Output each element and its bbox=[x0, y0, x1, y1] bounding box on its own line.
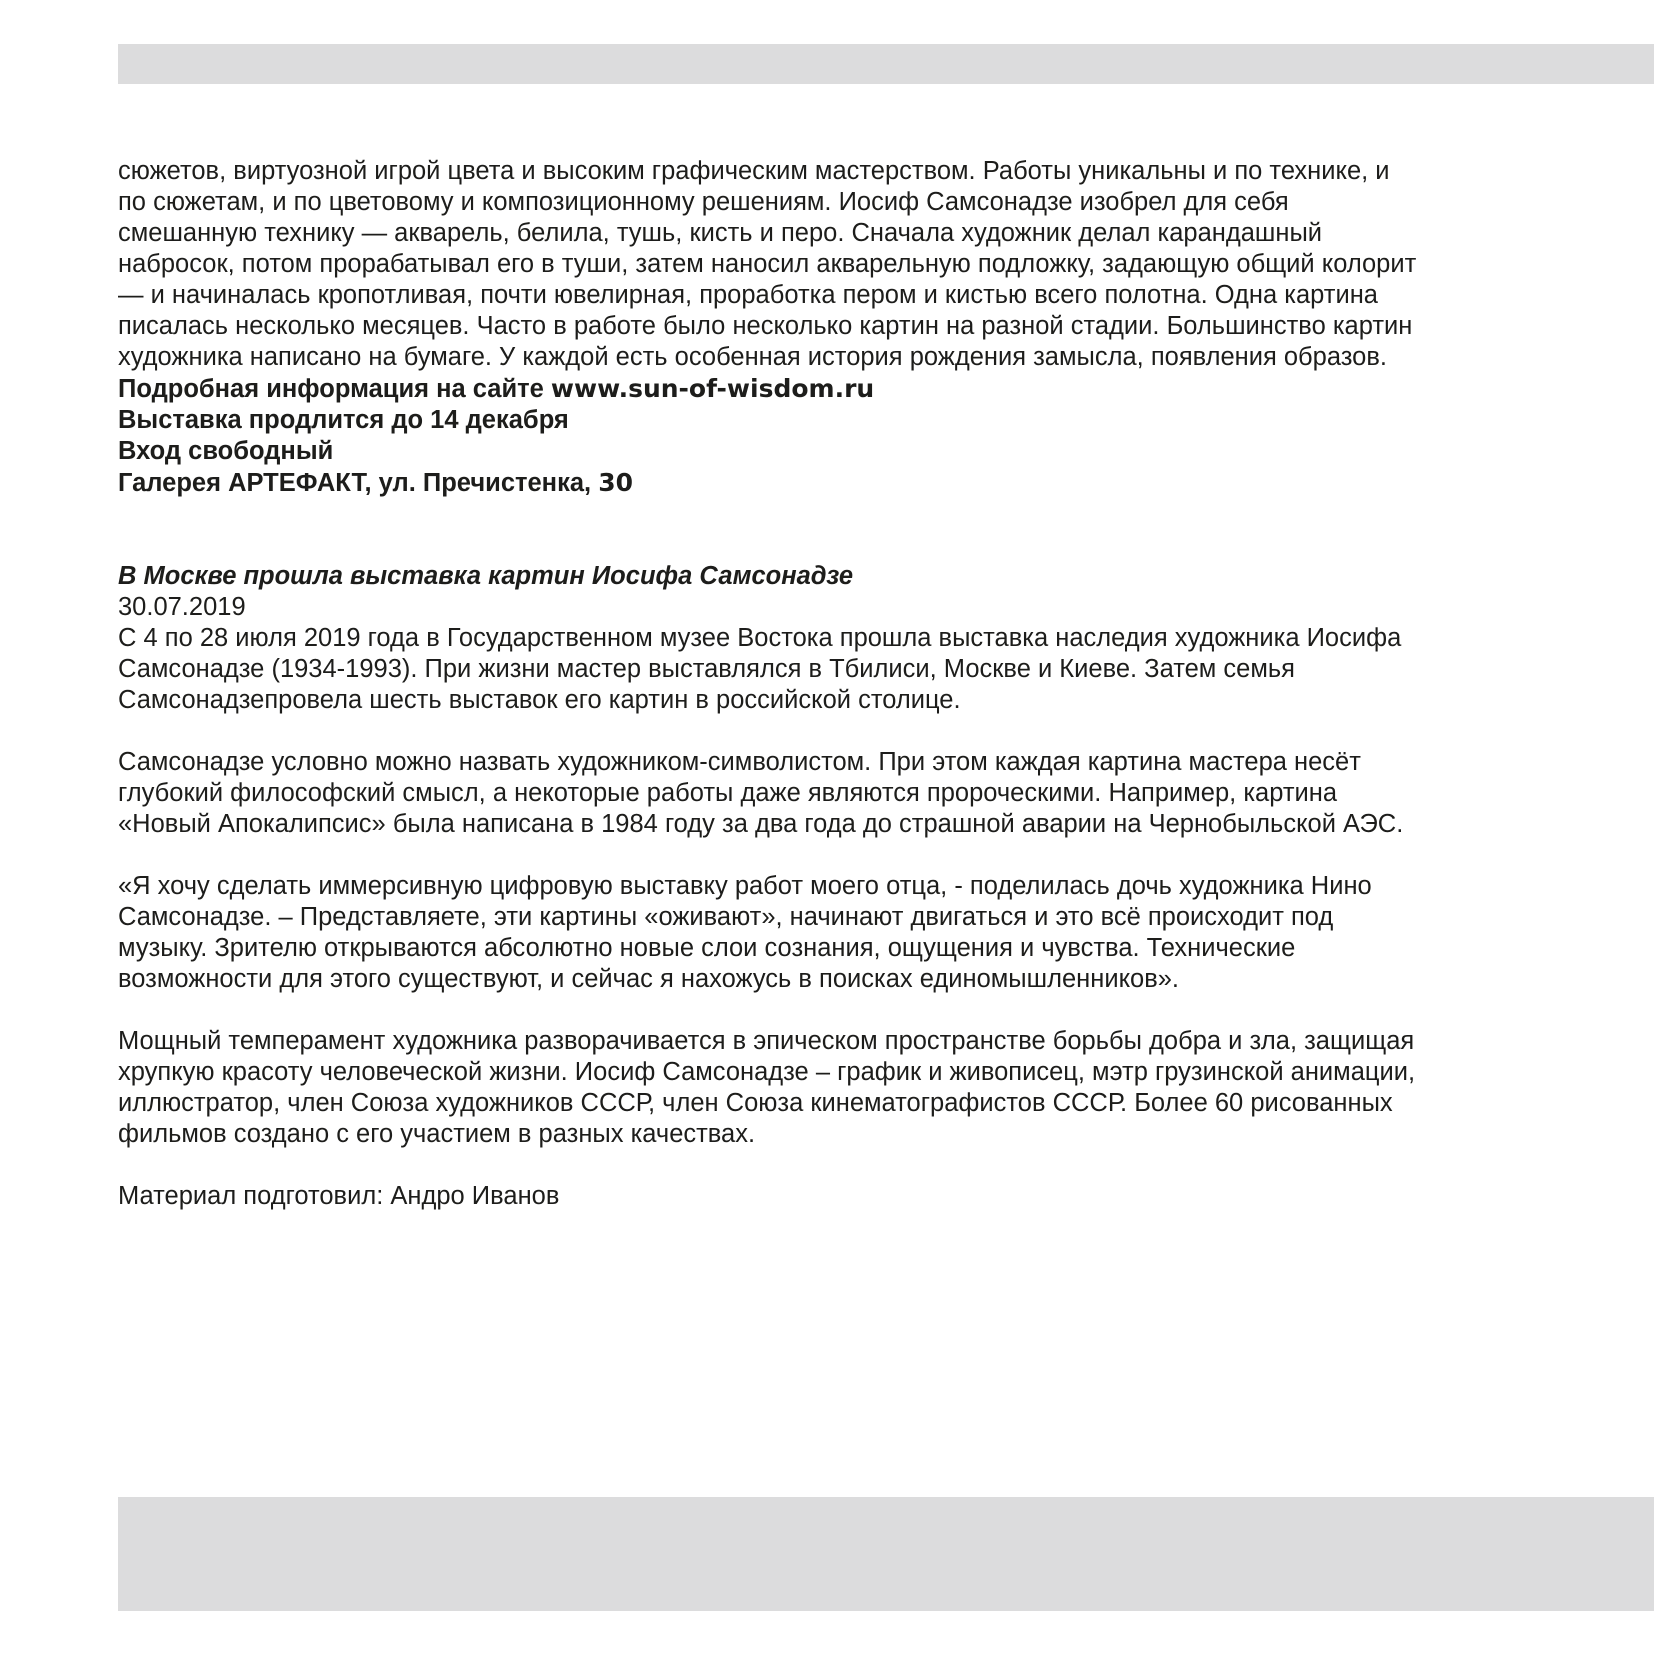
website-link[interactable]: www.sun-of-wisdom.ru bbox=[550, 374, 875, 403]
exhibition-dates: Выставка продлится до 14 декабря bbox=[118, 406, 569, 434]
body-line: по сюжетам, и по цветовому и композиционному решениям. Иосиф Самсонадзе изобрел для себя bbox=[118, 188, 1289, 216]
article bbox=[118, 561, 1628, 1212]
body-line: сюжетов, виртуозной игрой цвета и высоким графическим мастерством. Работы уникальны и по технике, и bbox=[118, 157, 1390, 185]
paragraph bbox=[118, 623, 1628, 716]
paragraph bbox=[118, 747, 1628, 840]
page-content bbox=[118, 156, 1628, 1212]
body-line: Самсонадзе условно можно назвать художником-символистом. При этом каждая картина мастера несёт bbox=[118, 748, 1361, 776]
paragraph bbox=[118, 1026, 1628, 1150]
address-number: 30 bbox=[598, 468, 633, 497]
footer-band bbox=[118, 1497, 1654, 1611]
address-label: Галерея АРТЕФАКТ, ул. Пречистенка, bbox=[118, 469, 599, 497]
body-line: писалась несколько месяцев. Часто в работе было несколько картин на разной стадии. Большинство картин bbox=[118, 312, 1413, 340]
article-continuation bbox=[118, 156, 1628, 499]
header-band bbox=[118, 44, 1654, 84]
article-date: 30.07.2019 bbox=[118, 593, 246, 621]
body-line: «Я хочу сделать иммерсивную цифровую выставку работ моего отца, - поделилась дочь художника Нино bbox=[118, 872, 1372, 900]
body-line: возможности для этого существуют, и сейчас я нахожусь в поисках единомышленников». bbox=[118, 965, 1180, 993]
body-line: Самсонадзе (1934-1993). При жизни мастер выставлялся в Тбилиси, Москве и Киеве. Затем семья bbox=[118, 655, 1295, 683]
body-line: Самсонадзе. – Представляете, эти картины «оживают», начинают двигаться и это всё происходит под bbox=[118, 903, 1334, 931]
author-credit: Материал подготовил: Андро Иванов bbox=[118, 1182, 560, 1210]
entry-info: Вход свободный bbox=[118, 437, 334, 465]
article-title: В Москве прошла выставка картин Иосифа Самсонадзе bbox=[118, 562, 854, 590]
body-line: Самсонадзепровела шесть выставок его картин в российской столице. bbox=[118, 686, 961, 714]
body-line: глубокий философский смысл, а некоторые работы даже являются пророческими. Например, картина bbox=[118, 779, 1338, 807]
body-line: — и начиналась кропотливая, почти ювелирная, проработка пером и кистью всего полотна. Одна картина bbox=[118, 281, 1378, 309]
body-line: «Новый Апокалипсис» была написана в 1984 году за два года до страшной аварии на Чернобыльской АЭС. bbox=[118, 810, 1404, 838]
body-line: музыку. Зрителю открываются абсолютно новые слои сознания, ощущения и чувства. Технические bbox=[118, 934, 1296, 962]
body-line: С 4 по 28 июля 2019 года в Государственном музее Востока прошла выставка наследия художника Иосифа bbox=[118, 624, 1402, 652]
body-line: Мощный темперамент художника разворачивается в эпическом пространстве борьбы добра и зла, защищая bbox=[118, 1027, 1415, 1055]
paragraph bbox=[118, 871, 1628, 995]
info-line bbox=[118, 373, 1628, 405]
address-line bbox=[118, 467, 1628, 499]
body-line: художника написано на бумаге. У каждой есть особенная история рождения замысла, появления образов. bbox=[118, 343, 1387, 371]
body-line: хрупкую красоту человеческой жизни. Иосиф Самсонадзе – график и живописец, мэтр грузинской анимации, bbox=[118, 1058, 1416, 1086]
body-line: иллюстратор, член Союза художников СССР, член Союза кинематографистов СССР. Более 60 рисованных bbox=[118, 1089, 1393, 1117]
info-label: Подробная информация на сайте bbox=[118, 375, 551, 403]
body-line: набросок, потом прорабатывал его в туши, затем наносил акварельную подложку, задающую общий колорит bbox=[118, 250, 1417, 278]
body-line: фильмов создано с его участием в разных качествах. bbox=[118, 1120, 756, 1148]
body-line: смешанную технику — акварель, белила, тушь, кисть и перо. Сначала художник делал карандашный bbox=[118, 219, 1323, 247]
